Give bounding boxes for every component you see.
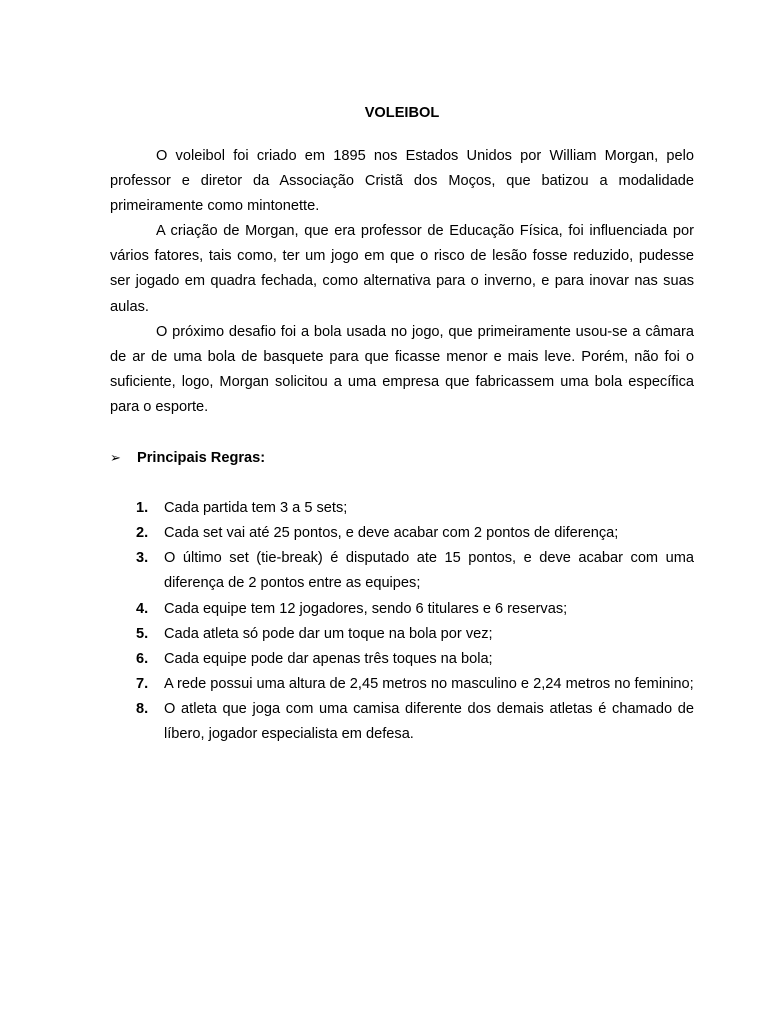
rule-text: O último set (tie-break) é disputado ate 15 pontos, e deve acabar com uma diferença de 2 pontos entre as equipes; [164,550,694,592]
list-item [110,697,694,747]
list-item [110,546,694,596]
paragraph-history: O voleibol foi criado em 1895 nos Estados Unidos por William Morgan, pelo professor e diretor da Associação Cristã dos Moços, que batizou a modalidade primeiramente como mintonette. [110,148,694,215]
section-heading-rules [110,445,694,471]
rule-text: Cada atleta só pode dar um toque na bola por vez; [164,625,493,642]
rule-text: Cada equipe tem 12 jogadores, sendo 6 titulares e 6 reservas; [164,600,568,617]
document-page [110,103,694,747]
rule-text: Cada equipe pode dar apenas três toques na bola; [164,650,493,667]
list-item [110,672,694,697]
list-item [110,647,694,672]
rule-text: A rede possui uma altura de 2,45 metros no masculino e 2,24 metros no feminino; [164,675,694,692]
rule-number: 5. [136,625,149,642]
paragraph-creation: A criação de Morgan, que era professor de Educação Física, foi influenciada por vários fatores, tais como, ter um jogo em que o risco de lesão fosse reduzido, pudesse ser jogado em quadra fechada, como alternativa para o inverno, e para inovar nas suas aulas. [110,223,694,315]
rule-number: 4. [136,600,149,617]
rule-text: Cada set vai até 25 pontos, e deve acabar com 2 pontos de diferença; [164,525,619,542]
list-item [110,597,694,622]
document-title: VOLEIBOL [364,105,440,121]
rule-text: Cada partida tem 3 a 5 sets; [164,500,348,517]
paragraph-ball: O próximo desafio foi a bola usada no jogo, que primeiramente usou-se a câmara de ar de uma bola de basquete para que ficasse menor e mais leve. Porém, não foi o suficiente, logo, Morgan solicitou a uma empresa que fabricassem uma bola específica para o esporte. [110,323,694,415]
arrow-bullet-icon: ➢ [110,450,121,466]
section-heading-label: Principais Regras: [137,450,266,467]
list-item [110,496,694,521]
rule-number: 2. [136,525,149,542]
list-item [110,622,694,647]
rules-list [110,496,694,747]
rule-number: 3. [136,550,149,567]
rule-number: 8. [136,700,149,717]
list-item [110,521,694,546]
rule-text: O atleta que joga com uma camisa diferente dos demais atletas é chamado de líbero, jogador especialista em defesa. [164,700,694,742]
rule-number: 7. [136,675,149,692]
rule-number: 6. [136,650,149,667]
rule-number: 1. [136,500,149,517]
